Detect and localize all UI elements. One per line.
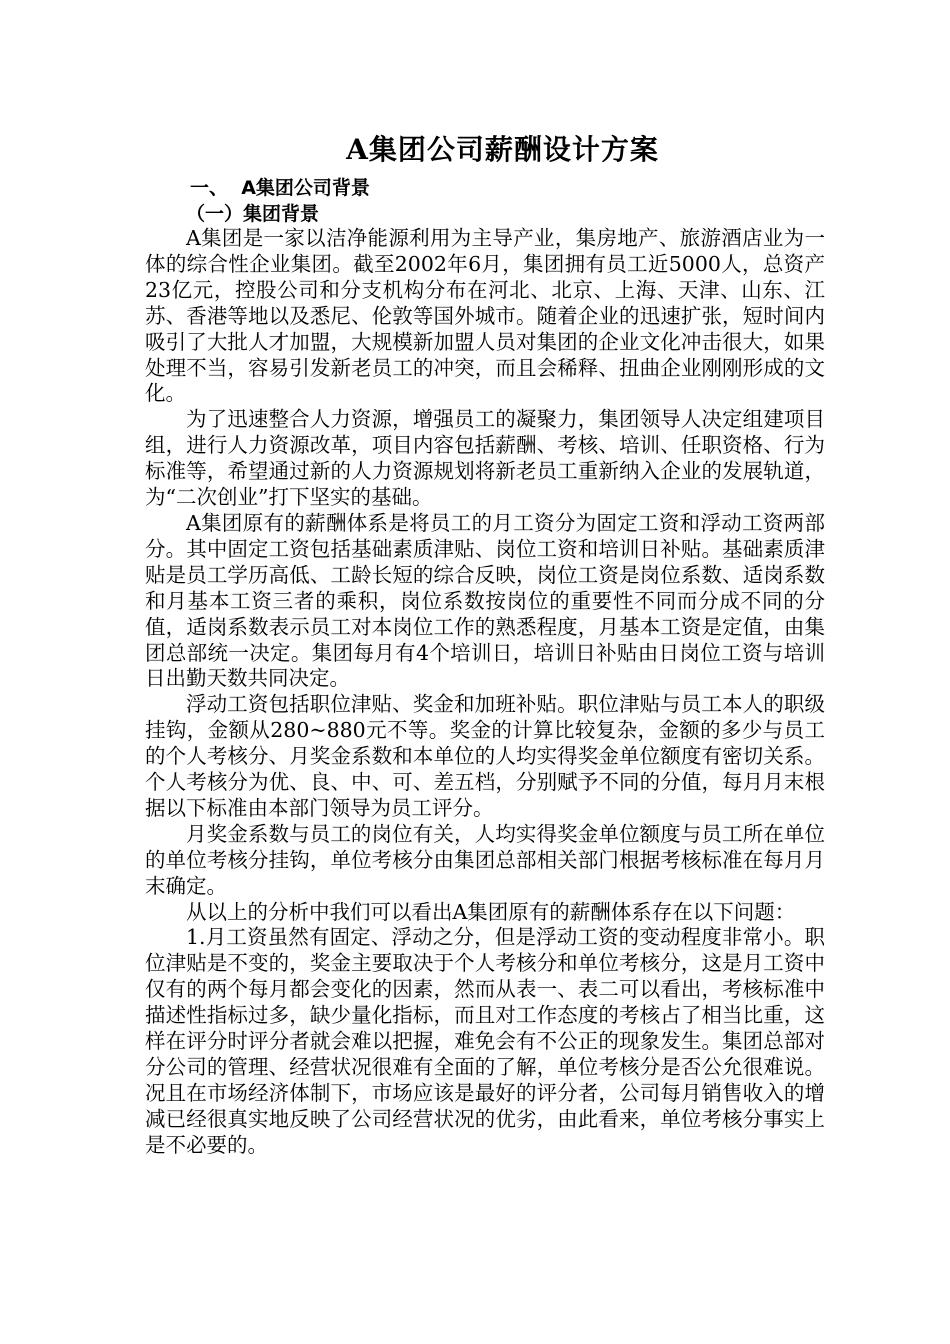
- paragraph: 浮动工资包括职位津贴、奖金和加班补贴。职位津贴与员工本人的职级挂钩，金额从280~880元不等。奖金的计算比较复杂，金额的多少与员工的个人考核分、月奖金系数和本单位的人均实得奖金单位额度有密切关系。个人考核分为优、良、中、可、差五档，分别赋予不同的分值，每月月末根据以下标准由本部门领导为员工评分。: [145, 692, 825, 820]
- paragraph: A集团原有的薪酬体系是将员工的月工资分为固定工资和浮动工资两部分。其中固定工资包括基础素质津贴、岗位工资和培训日补贴。基础素质津贴是员工学历高低、工龄长短的综合反映，岗位工资是岗位系数、适岗系数和月基本工资三者的乘积，岗位系数按岗位的重要性不同而分成不同的分值，适岗系数表示员工对本岗位工作的熟悉程度，月基本工资是定值，由集团总部统一决定。集团每月有4个培训日，培训日补贴由日岗位工资与培训日出勤天数共同决定。: [145, 510, 825, 691]
- paragraph: A集团是一家以洁净能源利用为主导产业，集房地产、旅游酒店业为一体的综合性企业集团。截至2002年6月，集团拥有员工近5000人，总资产23亿元，控股公司和分支机构分布在河北、北京、上海、天津、山东、江苏、香港等地以及悉尼、伦敦等国外城市。随着企业的迅速扩张，短时间内吸引了大批人才加盟，大规模新加盟人员对集团的企业文化冲击很大，如果处理不当，容易引发新老员工的冲突，而且会稀释、扭曲企业刚刚形成的文化。: [145, 226, 825, 406]
- subsection-heading: （一）集团背景: [186, 203, 320, 225]
- body-text: [145, 226, 825, 1159]
- paragraph: 1.月工资虽然有固定、浮动之分，但是浮动工资的变动程度非常小。职位津贴是不变的，奖金主要取决于个人考核分和单位考核分，这是月工资中仅有的两个每月都会变化的因素，然而从表一、表二可以看出，考核标准中描述性指标过多，缺少量化指标，而且对工作态度的考核占了相当比重，这样在评分时评分者就会难以把握，难免会有不公正的现象发生。集团总部对分公司的管理、经营状况很难有全面的了解，单位考核分是否公允很难说。况且在市场经济体制下，市场应该是最好的评分者，公司每月销售收入的增减已经很真实地反映了公司经营状况的优劣，由此看来，单位考核分事实上是不必要的。: [145, 925, 825, 1157]
- paragraph: 为了迅速整合人力资源，增强员工的凝聚力，集团领导人决定组建项目组，进行人力资源改革，项目内容包括薪酬、考核、培训、任职资格、行为标准等，希望通过新的人力资源规划将新老员工重新纳入企业的发展轨道，为“二次创业”打下坚实的基础。: [145, 407, 825, 510]
- document-title: A集团公司薪酬设计方案: [346, 133, 659, 166]
- paragraph: 从以上的分析中我们可以看出A集团原有的薪酬体系存在以下问题：: [186, 899, 796, 924]
- section-heading: 一、 A集团公司背景: [190, 177, 370, 199]
- paragraph: 月奖金系数与员工的岗位有关，人均实得奖金单位额度与员工所在单位的单位考核分挂钩，单位考核分由集团总部相关部门根据考核标准在每月月末确定。: [145, 821, 825, 898]
